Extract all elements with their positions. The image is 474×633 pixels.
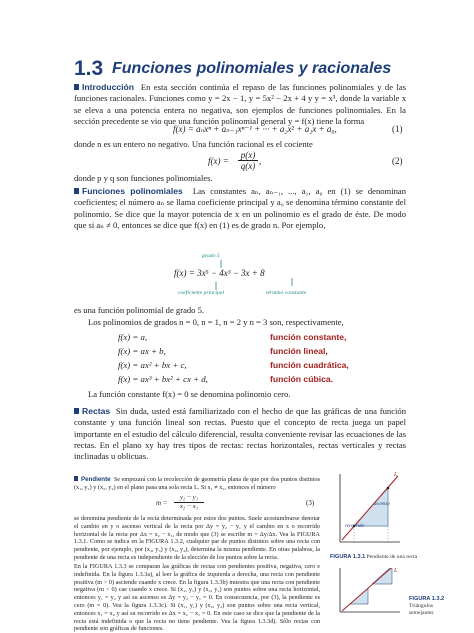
equation-1-number: (1) — [392, 124, 403, 134]
intro-paragraph-3: donde p y q son funciones polinomiales. — [74, 173, 213, 183]
slope-heading: Pendiente — [81, 476, 111, 483]
equation-2-numerator: p(x) — [238, 150, 258, 161]
fig1-rise-label: ascenso — [374, 502, 390, 507]
poly-paragraph — [74, 186, 406, 231]
poly-row-quadratic: f(x) = ax² + bx + c, — [118, 360, 187, 370]
figure-1-3-1 — [328, 470, 404, 550]
lines-paragraph — [74, 406, 406, 462]
equation-2-denominator: q(x) — [240, 161, 256, 171]
poly-row-linear: f(x) = ax + b, — [118, 346, 166, 356]
slope-paragraph — [74, 476, 320, 492]
section-title: Funciones polinomiales y racionales — [112, 60, 392, 77]
lines-text: Sin duda, usted está familiarizado con el hecho de que las gráficas de una función constante y una función lineal son rectas. Puesto que el concepto de recta juega un papel importante en el estudio del cálculo diferencial, resulta conveniente revisar las ecuaciones de las rectas. En el plano xy hay tres tipos de rectas: rectas horizontales, rectas verticales y rectas inclinadas u oblicuas. — [74, 406, 407, 462]
poly-name-cubic: función cúbica. — [270, 374, 334, 384]
slope-paragraph-2: se denomina pendiente de la recta determinada por estos dos puntos. Suele acostumbrarse denotar el cambio en y o ascenso vertical de la recta por Δy = y₂ − y₁ y el cambio en x o recorrido horizontal de la recta por Δx = x₂ − x₁, de modo que (3) se escribe m = Δy/Δx. Vea la FIGURA 1.3.1. Como se indica en la FIGURA 1.3.2, cualquier par de puntos distintos sobre una recta con pendiente, por ejemplo, por (x₃, y₃) y (x₄, y₄), determina la misma pendiente. En otras palabras, la pendiente de una recta es independiente de la elección de los puntos sobre la recta. — [74, 515, 320, 561]
section-header — [74, 57, 454, 79]
slope-equation-lhs: m = — [156, 499, 168, 507]
lead-coefficient-annotation: coeficiente principal — [178, 290, 225, 296]
poly-name-constant: función constante, — [270, 332, 347, 342]
poly-heading: Funciones polinomiales — [82, 186, 183, 196]
intro-text: En esta sección continúa el repaso de las funciones polinomiales y de las funciones racionales. Funciones como y = 2x − 1, y = 5x² − 2x + 4 y y = x³, donde la variable x se eleva a una potencia entera no negativa, son ejemplos de funciones polinomiales. En la sección precedente se vio que una función polinomial general y = f(x) tiene la forma — [74, 82, 406, 126]
slope-equation-numerator: y₂ − y₁ — [174, 494, 204, 503]
point-2 — [387, 487, 390, 490]
slope-text: Se empezará con la recolección de geometría plana de que por dos puntos distintos (x₁, y₁) y (x₂, y₂) en el plano pasa una sola recta L. Si x₁ ≠ x₂, entonces el número — [74, 476, 321, 491]
poly-row-cubic: f(x) = ax³ + bx² + cx + d, — [118, 374, 208, 384]
line-l — [342, 476, 398, 540]
fig1-run-label: recorrido — [345, 524, 364, 529]
slope-equation-number: (3) — [306, 499, 315, 507]
intro-heading: Introducción — [82, 82, 135, 92]
intro-paragraph — [74, 82, 406, 127]
equation-2-comma: , — [259, 156, 262, 166]
figure-1-3-1-caption: FIGURA 1.3.1 Pendiente de una recta — [330, 554, 418, 560]
figure-1-3-2-caption: FIGURA 1.3.2 Triángulos semejantes — [409, 596, 445, 616]
fig2-line-label: L — [394, 568, 398, 574]
square-bullet-icon — [74, 408, 79, 414]
slope-equation-denominator: x₂ − x₁ — [180, 503, 198, 510]
poly-paragraph-3: Los polinomios de grados n = 0, n = 1, n = 2 y n = 3 son, respectivamente, — [88, 317, 344, 327]
equation-2-lhs: f(x) = — [208, 156, 229, 166]
slope-paragraph-3: En la FIGURA 1.3.3 se comparan las gráficas de rectas con pendientes positiva, negativa, cero e indefinida. En la figura 1.3.3a), al leer la gráfica de izquierda a derecha, una recta con pendiente positiva (m > 0) asciende cuando x crece. En la figura 1.3.3b) muestra que una recta con pendiente negativa (m < 0) cae cuando x crece. Si (x₁, y₁) y (x₂, y₂) son puntos sobre una recta horizontal, entonces y₁ = y₂ y así su ascenso es Δy = y₂ − y₁ = 0. En consecuencia, por (3), la pendiente es cero (m = 0). Vea la figura 1.3.3c). Si (x₁, y₁) y (x₂, y₂) son puntos sobre una recta vertical, entonces x₁ = x₂ y así su recorrido es Δx = x₂ − x₁ = 0. En este caso se dice que la pendiente de la recta está indefinida o que la recta no tiene pendiente. Vea la figura 1.3.3d). Sólo rectas con pendiente son gráficas de funciones. — [74, 563, 320, 633]
poly-name-linear: función lineal, — [270, 346, 328, 356]
constant-arrow — [290, 278, 300, 288]
example-polynomial: f(x) = 3x⁵ − 4x³ − 3x + 8 — [174, 268, 265, 278]
equation-1: f(x) = aₙxⁿ + aₙ₋₁xⁿ⁻¹ + ··· + a₂x² + a₁x + a₀, — [173, 124, 337, 134]
poly-paragraph-4: La función constante f(x) = 0 se denomina polinomio cero. — [88, 389, 291, 399]
grade-annotation: grado 5 — [202, 253, 220, 259]
square-bullet-icon — [74, 476, 78, 481]
constant-term-annotation: término constante — [266, 290, 307, 296]
fig1-line-label: L — [394, 472, 398, 478]
square-bullet-icon — [74, 188, 79, 194]
poly-row-constant: f(x) = a, — [118, 332, 148, 342]
square-bullet-icon — [74, 84, 79, 90]
intro-paragraph-2: donde n es un entero no negativo. Una función racional es el cociente — [74, 139, 313, 149]
lines-heading: Rectas — [82, 406, 111, 416]
section-number: 1.3 — [74, 57, 104, 80]
figure-1-3-2 — [328, 568, 404, 616]
poly-text: Las constantes aₙ, aₙ₋₁, ..., a₁, a₀ en (1) se denominan coeficientes; el número aₙ se llama coeficiente principal y a₀ se denomina término constante del polinomio. Se dice que la mayor potencia de x en un polinomio es el grado de éste. De modo que si aₙ ≠ 0, entonces se dice que f(x) en (1) es de grado n. Por ejemplo, — [74, 186, 407, 230]
poly-name-quadratic: función cuadrática, — [270, 360, 349, 370]
equation-2-number: (2) — [392, 156, 403, 166]
poly-paragraph-2: es una función polinomial de grado 5. — [74, 305, 205, 315]
